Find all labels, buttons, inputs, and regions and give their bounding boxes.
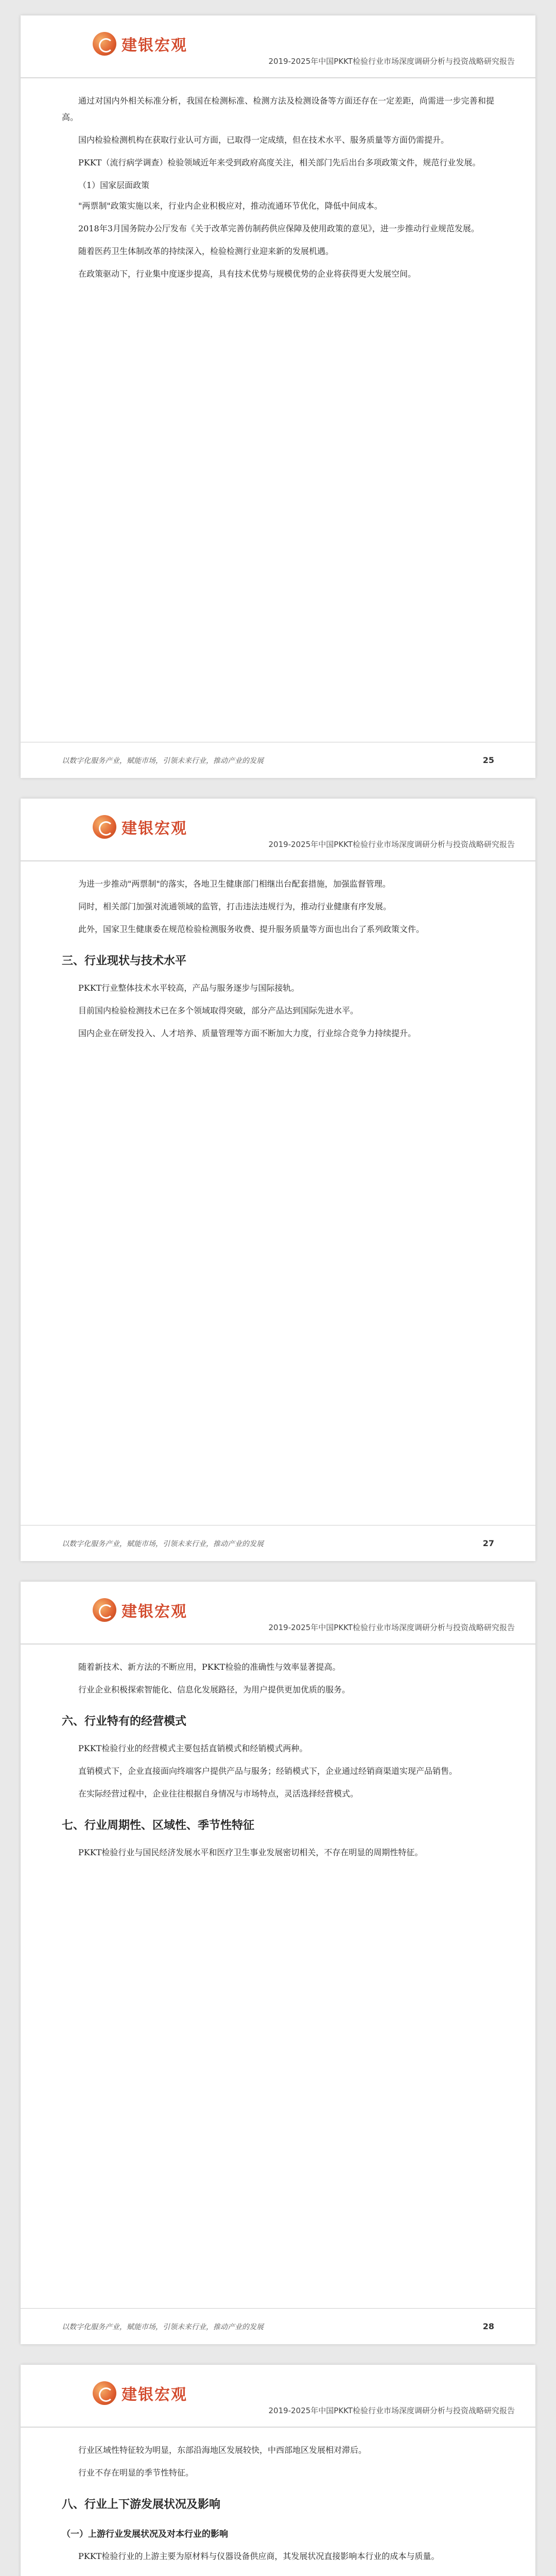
logo-text: 建银宏观: [121, 820, 187, 838]
logo-text: 建银宏观: [121, 2386, 187, 2404]
logo-icon: [93, 32, 116, 56]
footer-slogan: 以数字化服务产业，赋能市场，引领未来行业，推动产业的发展: [62, 1539, 264, 1548]
paragraph: PKKT检验行业的上游主要为原材料与仪器设备供应商，其发展状况直接影响本行业的成本与质量。: [78, 2551, 440, 2561]
brand-logo: [93, 815, 187, 839]
page-number: 28: [482, 2321, 494, 2331]
page-body: [21, 2428, 535, 2576]
brand-logo: [93, 32, 187, 56]
paragraph: 在政策驱动下，行业集中度逐步提高，具有技术优势与规模优势的企业将获得更大发展空间。: [78, 269, 416, 279]
report-page: [21, 799, 535, 1561]
report-title: 2019-2025年中国PKKT检验行业市场深度调研分析与投资战略研究报告: [268, 2406, 515, 2415]
paragraph: 随着新技术、新方法的不断应用，PKKT检验的准确性与效率显著提高。: [78, 1662, 341, 1672]
page-number: 25: [482, 755, 494, 765]
paragraph: 国内企业在研发投入、人才培养、质量管理等方面不断加大力度，行业综合竞争力持续提升。: [78, 1028, 416, 1038]
paragraph: 随着医药卫生体制改革的持续深入，检验检测行业迎来新的发展机遇。: [78, 246, 334, 256]
page-header: [21, 2365, 535, 2428]
page-header: [21, 1582, 535, 1645]
paragraph: 在实际经营过程中，企业往往根据自身情况与市场特点，灵活选择经营模式。: [78, 1789, 359, 1799]
page-header: [21, 799, 535, 861]
paragraph: 此外，国家卫生健康委在规范检验检测服务收费、提升服务质量等方面也出台了系列政策文件。: [78, 924, 425, 934]
footer-slogan: 以数字化服务产业，赋能市场，引领未来行业，推动产业的发展: [62, 756, 264, 765]
paragraph: PKKT（流行病学调查）检验领域近年来受到政府高度关注，相关部门先后出台多项政策文件，规范行业发展。: [78, 158, 481, 167]
brand-logo: [93, 1598, 187, 1622]
page-footer: [21, 1525, 535, 1561]
section-subheading: （1）国家层面政策: [78, 180, 150, 190]
report-page: [21, 2365, 535, 2576]
paragraph: PKKT检验行业的经营模式主要包括直销模式和经销模式两种。: [78, 1743, 308, 1753]
report-page: [21, 1582, 535, 2344]
paragraph: 国内检验检测机构在获取行业认可方面，已取得一定成绩，但在技术水平、服务质量等方面仍需提升。: [78, 135, 449, 145]
page-footer: [21, 2308, 535, 2344]
page-body: [21, 78, 535, 282]
section-subheading: [62, 2574, 494, 2576]
footer-slogan: 以数字化服务产业，赋能市场，引领未来行业，推动产业的发展: [62, 2323, 264, 2331]
page-body: [21, 861, 535, 1042]
section-heading: 三、行业现状与技术水平: [62, 955, 187, 968]
logo-icon: [93, 1598, 116, 1622]
paragraph: 同时，相关部门加强对流通领域的监管，打击违法违规行为，推动行业健康有序发展。: [78, 902, 392, 911]
report-title: 2019-2025年中国PKKT检验行业市场深度调研分析与投资战略研究报告: [268, 57, 515, 66]
paragraph: 为进一步推动"两票制"的落实，各地卫生健康部门相继出台配套措施，加强监督管理。: [78, 879, 391, 889]
report-page: [21, 15, 535, 778]
paragraph: PKKT行业整体技术水平较高，产品与服务逐步与国际接轨。: [78, 983, 300, 993]
brand-logo: [93, 2381, 187, 2405]
page-body: [21, 1645, 535, 1861]
page-number: 27: [482, 1538, 494, 1548]
paragraph: 目前国内检验检测技术已在多个领域取得突破，部分产品达到国际先进水平。: [78, 1006, 359, 1015]
page-footer: [21, 742, 535, 778]
logo-text: 建银宏观: [121, 1603, 187, 1621]
section-heading: 六、行业特有的经营模式: [62, 1715, 187, 1728]
paragraph: 行业区域性特征较为明显，东部沿海地区发展较快，中西部地区发展相对滞后。: [78, 2445, 367, 2455]
logo-text: 建银宏观: [121, 37, 187, 55]
section-heading: 八、行业上下游发展状况及影响: [62, 2498, 221, 2511]
report-title: 2019-2025年中国PKKT检验行业市场深度调研分析与投资战略研究报告: [268, 1623, 515, 1632]
paragraph: "两票制"政策实施以来，行业内企业积极应对，推动流通环节优化，降低中间成本。: [78, 201, 383, 211]
paragraph: 通过对国内外相关标准分析，我国在检测标准、检测方法及检测设备等方面还存在一定差距，尚需进一步完善和提高。: [62, 96, 494, 122]
section-heading: 七、行业周期性、区域性、季节性特征: [62, 1819, 255, 1832]
paragraph: 行业企业积极探索智能化、信息化发展路径，为用户提供更加优质的服务。: [78, 1685, 351, 1694]
report-title: 2019-2025年中国PKKT检验行业市场深度调研分析与投资战略研究报告: [268, 840, 515, 849]
paragraph: PKKT检验行业与国民经济发展水平和医疗卫生事业发展密切相关，不存在明显的周期性特征。: [78, 1848, 423, 1857]
paragraph: 2018年3月国务院办公厅发布《关于改革完善仿制药供应保障及使用政策的意见》，进一步推动行业规范发展。: [78, 224, 479, 233]
section-subheading: （一）上游行业发展状况及对本行业的影响: [62, 2529, 228, 2539]
paragraph: 行业不存在明显的季节性特征。: [78, 2468, 194, 2478]
logo-icon: [93, 815, 116, 839]
paragraph: 直销模式下，企业直接面向终端客户提供产品与服务；经销模式下，企业通过经销商渠道实现产品销售。: [78, 1766, 458, 1776]
logo-icon: [93, 2381, 116, 2405]
page-header: [21, 15, 535, 78]
